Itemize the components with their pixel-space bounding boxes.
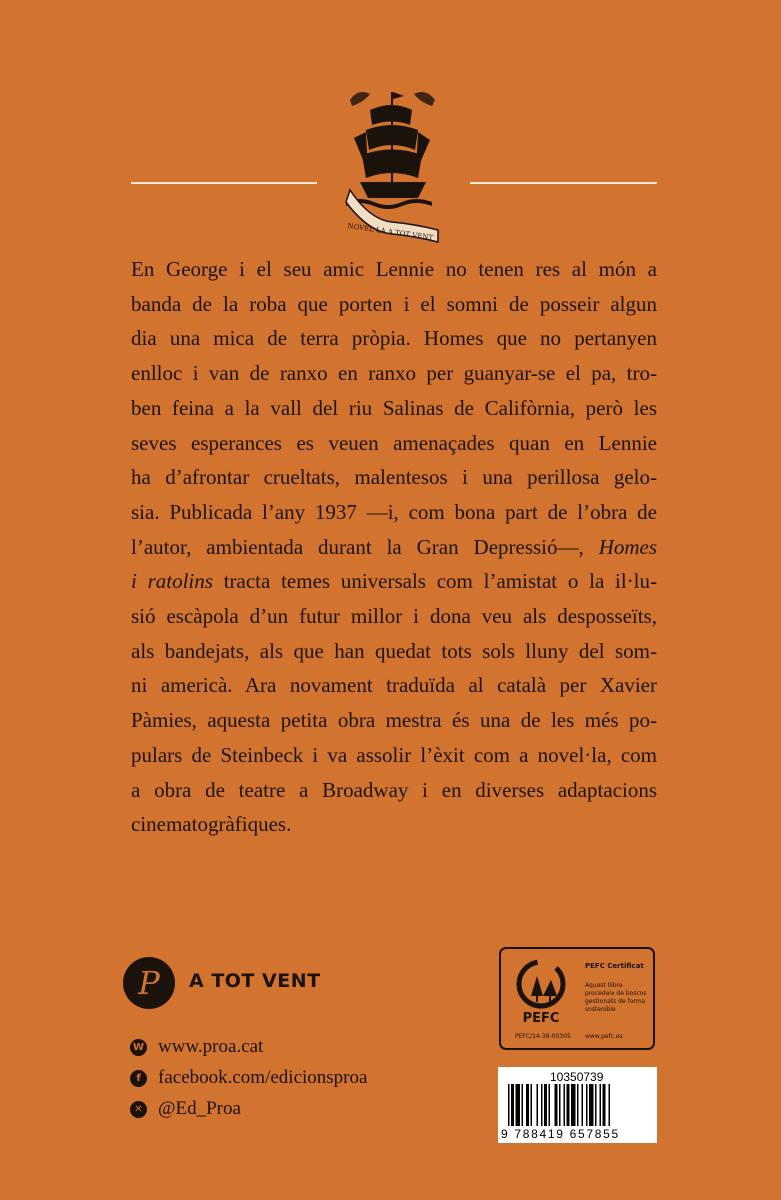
blurb-line: En George i el seu amic Lennie no tenen res al món a (131, 257, 657, 281)
x-handle-text: @Ed_Proa (158, 1098, 241, 1119)
barcode (498, 1067, 657, 1143)
blurb-text: tracta temes universals com l’amistat o la il·lu- (223, 569, 658, 594)
blurb-line: cinematogràfiques. (131, 812, 292, 837)
blurb-line: als bandejats, als que han quedat tots sols lluny del som- (131, 638, 657, 663)
divider-right (470, 182, 657, 184)
pefc-logo-text: PEFC (522, 1011, 560, 1026)
barcode-bars (508, 1084, 650, 1126)
sailing-ship-icon (340, 80, 445, 245)
facebook-text: facebook.com/edicionsproa (158, 1067, 368, 1088)
facebook-icon: f (130, 1070, 147, 1087)
isbn-digits: 9 788419 657855 (501, 1127, 620, 1141)
website-text: www.proa.cat (158, 1036, 264, 1057)
blurb-text: l’autor, ambientada durant la Gran Depressió—, (131, 534, 584, 559)
pefc-code: PEFC/14-38-00305 (515, 1033, 571, 1040)
barcode-number: 10350739 (550, 1070, 604, 1084)
blurb-line: ha d’afrontar crueltats, malentesos i una perillosa gelo- (131, 465, 657, 490)
blurb-line (131, 530, 657, 565)
website-link[interactable] (130, 1036, 263, 1058)
blurb-line: sia. Publicada l’any 1937 —i, com bona part de l’obra de (131, 499, 657, 524)
blurb-line: a obra de teatre a Broadway i en diverses adaptacions (131, 777, 657, 802)
collection-name: A TOT VENT (189, 970, 321, 992)
blurb-line: pulars de Steinbeck i va assolir l’èxit com a novel·la, com (131, 742, 657, 767)
divider-left (131, 182, 317, 184)
book-title-italic: Homes (598, 534, 658, 559)
pefc-title: PEFC Certificat (585, 962, 644, 970)
x-icon: ✕ (130, 1101, 147, 1118)
emblem-banner-text: NOVEL·LA A TOT VENT (347, 222, 434, 242)
pefc-description: Aquest llibre procedeix de boscos gestionats de forma sostenible (585, 982, 647, 1013)
publisher-logo (123, 957, 175, 1009)
blurb-line: ben feina a la vall del riu Salinas de Califòrnia, però les (131, 395, 657, 420)
pefc-tree-icon (513, 958, 573, 1028)
blurb-line: seves esperances es veuen amenaçades quan en Lennie (131, 430, 657, 455)
pefc-url: www.pefc.es (585, 1033, 623, 1040)
blurb-line: enlloc i van de ranxo en ranxo per guanyar-se el pa, tro- (131, 361, 657, 386)
book-title-italic: i ratolins (131, 569, 213, 594)
x-link[interactable] (130, 1098, 241, 1120)
book-blurb (131, 252, 657, 842)
facebook-link[interactable] (130, 1067, 367, 1089)
blurb-line: ni americà. Ara novament traduïda al català per Xavier (131, 673, 657, 698)
pefc-certification-box (499, 947, 655, 1050)
publisher-logo-letter: P (138, 964, 160, 1002)
web-icon: W (130, 1039, 147, 1056)
blurb-line: banda de la roba que porten i el somni de posseir algun (131, 291, 657, 316)
blurb-line (131, 564, 657, 599)
blurb-line: dia una mica de terra pròpia. Homes que no pertanyen (131, 326, 657, 351)
blurb-line: sió escàpola d’un futur millor i dona veu als desposseïts, (131, 604, 657, 629)
blurb-line: Pàmies, aquesta petita obra mestra és una de les més po- (131, 708, 657, 733)
